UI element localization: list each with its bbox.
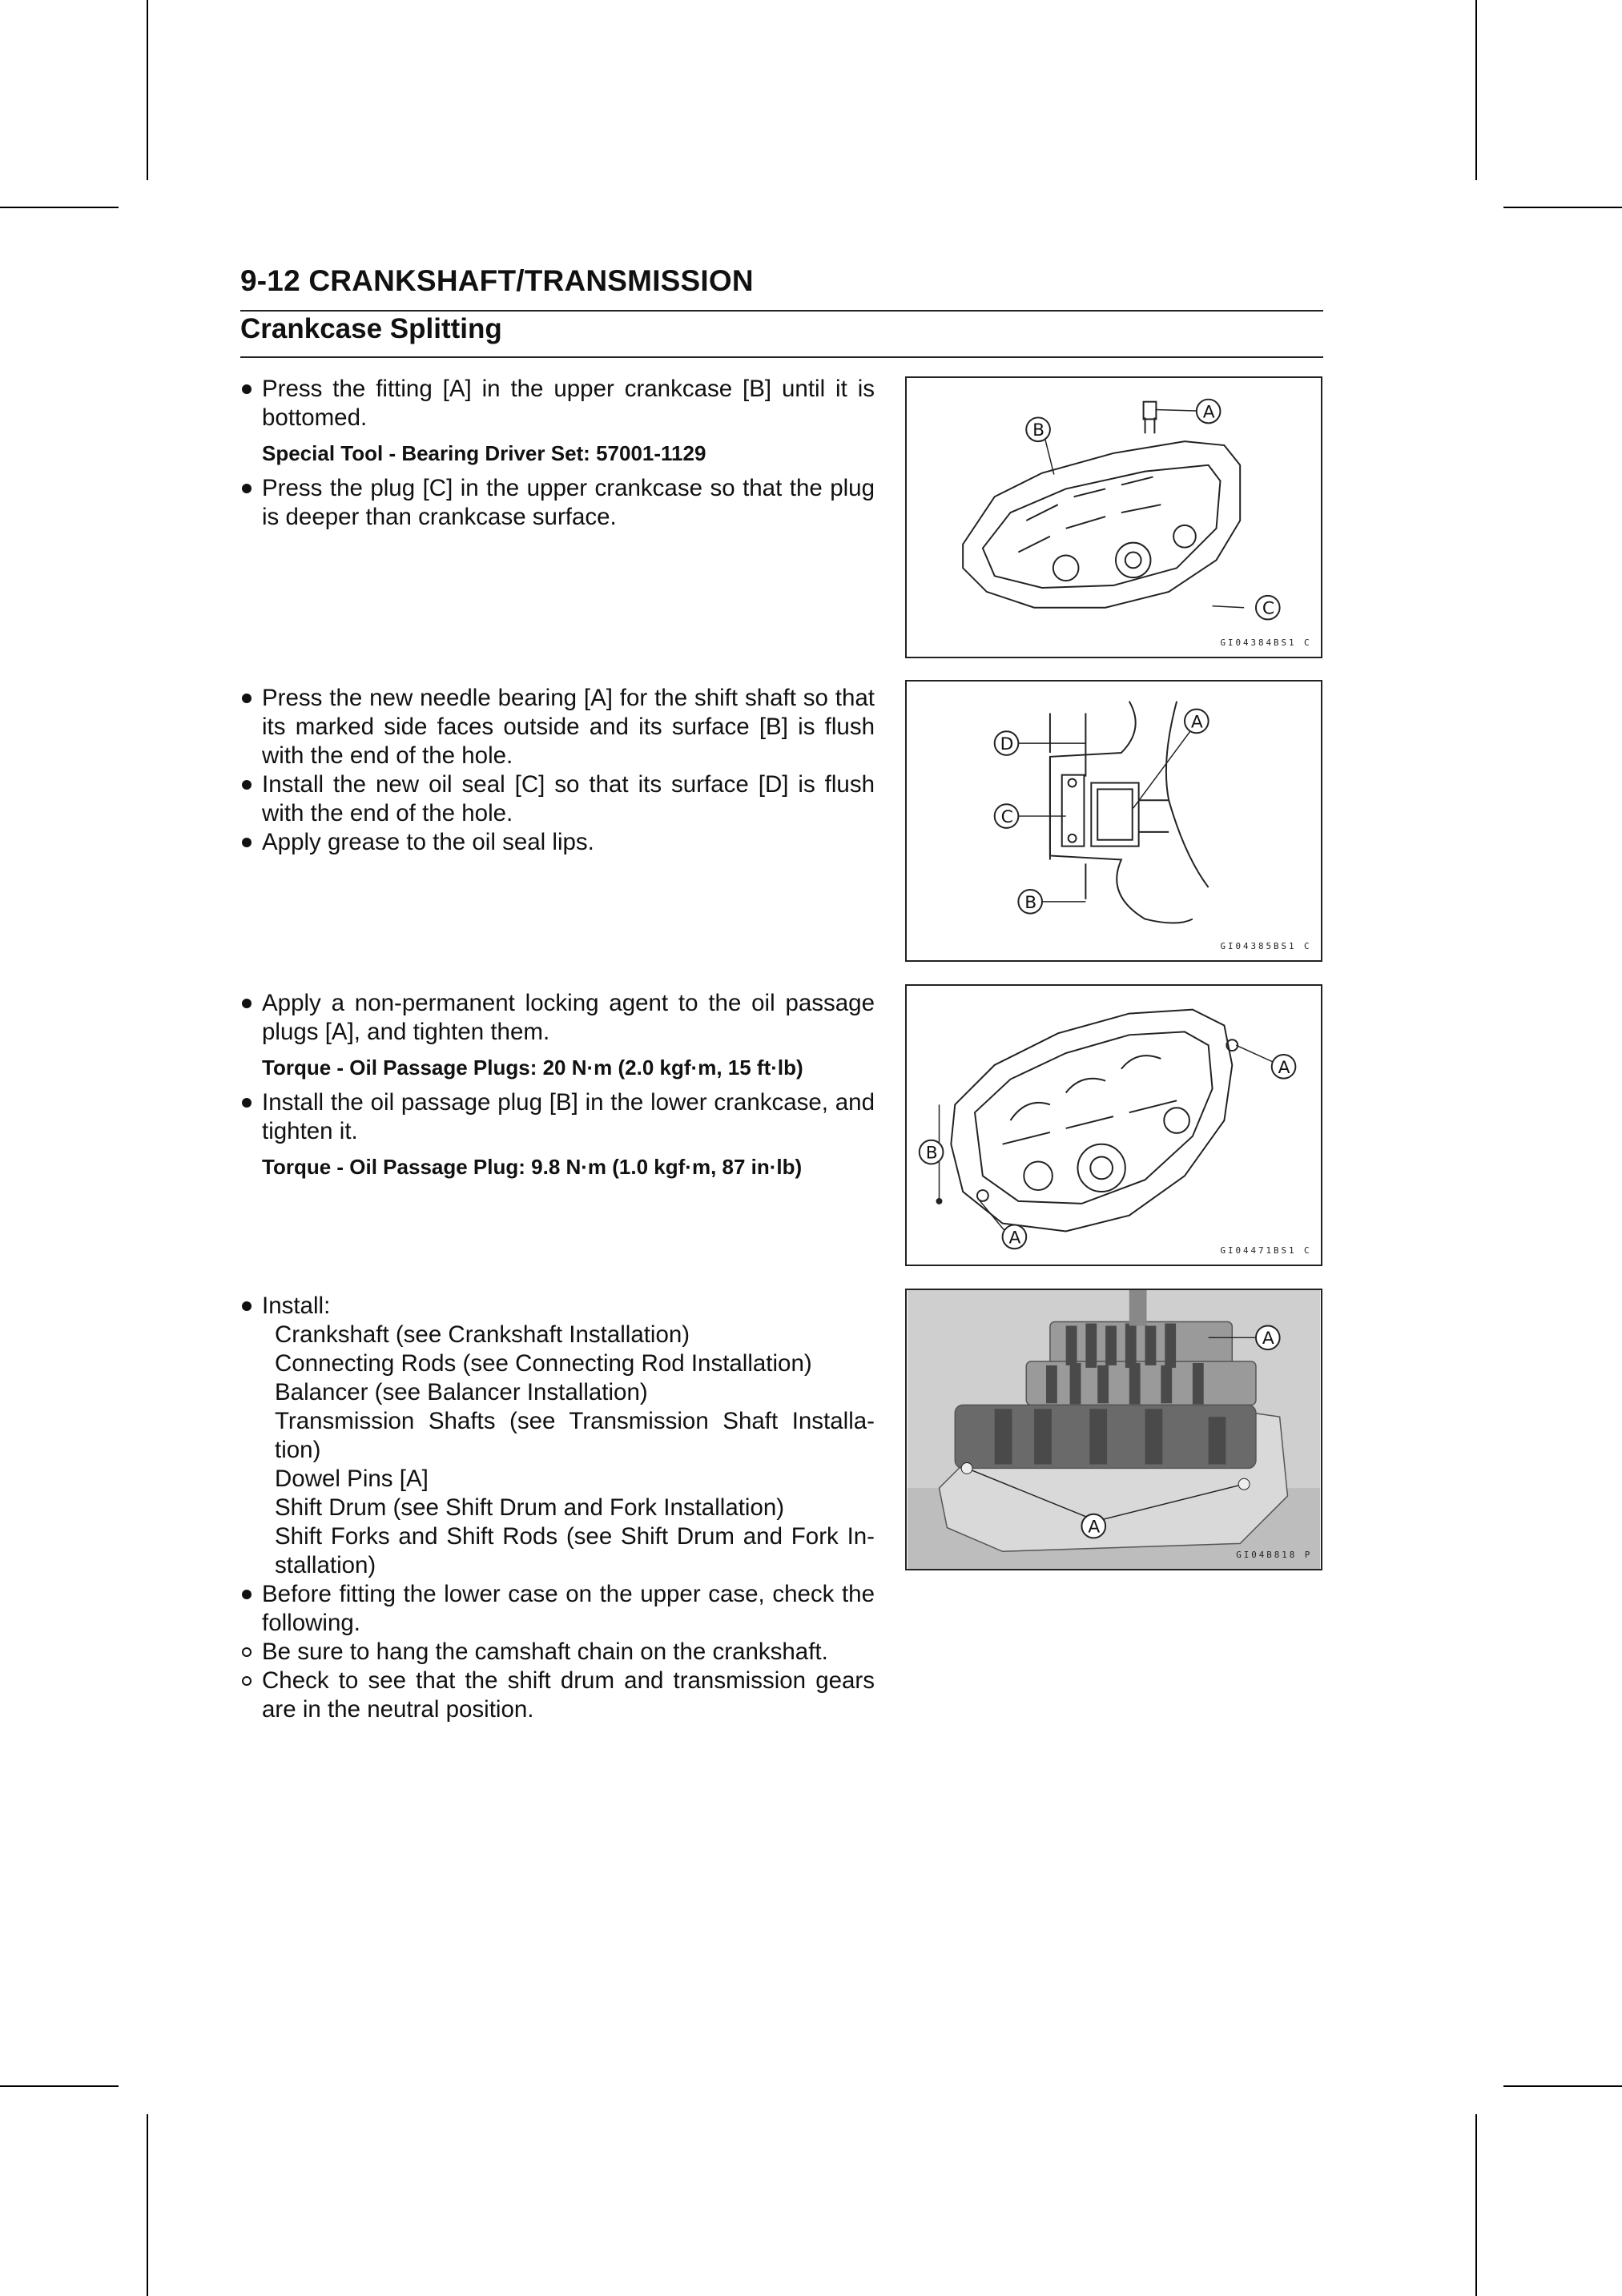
torque-spec: Torque - Oil Passage Plug: 9.8 N·m (1.0 kgf·m, 87 in·lb) (262, 1155, 803, 1179)
page-title: 9-12 CRANKSHAFT/TRANSMISSION (240, 264, 754, 297)
crop-mark (0, 207, 119, 208)
torque-spec: Torque - Oil Passage Plugs: 20 N·m (2.0 kgf·m, 15 ft·lb) (262, 1056, 803, 1080)
special-tool: Special Tool - Bearing Driver Set: 57001-1129 (262, 441, 706, 465)
crankcase-drawing (907, 378, 1321, 657)
bullet-text: Before fitting the lower case on the upper case, check the following. (240, 1580, 875, 1638)
lower-crankcase-drawing (907, 986, 1321, 1265)
label-a: A (1008, 1228, 1021, 1249)
bullet-text: Install the oil passage plug [B] in the lower crankcase, and tighten it. (240, 1088, 875, 1146)
label-c: C (1262, 598, 1275, 619)
crop-mark (0, 2085, 119, 2087)
bullet-text: Install the new oil seal [C] so that its surface [D] is flush with the end of the hole. (240, 770, 875, 828)
crop-mark (147, 2114, 148, 2296)
figure-needle-bearing (905, 680, 1322, 962)
step-block-4 (240, 1292, 875, 1724)
figure-code: GI04385BS1 C (1220, 941, 1312, 952)
title-rule (240, 310, 1323, 312)
bullet-text: Press the new needle bearing [A] for the shift shaft so that its marked side faces outside and its surface [B] is flush with the end of the hole. (240, 684, 875, 770)
install-item: Balancer (see Balancer Installation) (275, 1379, 648, 1405)
section-rule (240, 356, 1323, 358)
step-block-1 (240, 375, 875, 532)
label-b: B (925, 1143, 938, 1164)
install-item: Shift Drum (see Shift Drum and Fork Installation) (275, 1494, 785, 1521)
figure-transmission-photo (905, 1289, 1322, 1570)
crop-mark (1503, 207, 1622, 208)
label-d: D (1000, 734, 1014, 755)
label-b: B (1032, 420, 1045, 441)
crop-mark (1475, 0, 1477, 180)
label-a: A (1262, 1329, 1274, 1349)
figure-upper-crankcase (905, 376, 1322, 658)
check-note: Check to see that the shift drum and transmission gears are in the neutral position. (240, 1667, 875, 1724)
section-title: Crankcase Splitting (240, 313, 502, 344)
figure-code: GI04B818 P (1236, 1550, 1313, 1561)
install-item: Connecting Rods (see Connecting Rod Installation) (275, 1350, 812, 1377)
label-a: A (1088, 1517, 1101, 1538)
install-item: Crankshaft (see Crankshaft Installation) (275, 1321, 690, 1348)
callout-labels (995, 710, 1209, 914)
label-c: C (1000, 806, 1013, 827)
bullet-text: Apply a non-permanent locking agent to the oil passage plugs [A], and tighten them. (240, 989, 875, 1047)
label-a: A (1190, 712, 1203, 733)
install-item: Shift Forks and Shift Rods (see Shift Drum and Fork In- stallation) (275, 1523, 875, 1578)
bullet-text: Install: (240, 1292, 875, 1321)
install-item: Transmission Shafts (see Transmission Shaft Installa- tion) (275, 1408, 875, 1463)
crop-mark (1475, 2114, 1477, 2296)
label-a: A (1202, 402, 1215, 423)
bullet-text: Press the fitting [A] in the upper crankcase [B] until it is bottomed. (240, 375, 875, 432)
step-block-3 (240, 989, 875, 1188)
step-block-2 (240, 684, 875, 857)
bullet-text: Press the plug [C] in the upper crankcase so that the plug is deeper than crankcase surface. (240, 474, 875, 532)
bearing-section-drawing (907, 682, 1321, 960)
transmission-photo (907, 1290, 1321, 1569)
figure-lower-crankcase (905, 984, 1322, 1266)
figure-code: GI04471BS1 C (1220, 1245, 1312, 1257)
label-b: B (1024, 892, 1037, 913)
install-item: Dowel Pins [A] (275, 1466, 429, 1492)
label-a: A (1278, 1057, 1290, 1078)
bullet-text: Apply grease to the oil seal lips. (240, 828, 875, 857)
crop-mark (1503, 2085, 1622, 2087)
figure-code: GI04384BS1 C (1220, 637, 1312, 649)
check-note: Be sure to hang the camshaft chain on the crankshaft. (240, 1638, 875, 1667)
crop-mark (147, 0, 148, 180)
